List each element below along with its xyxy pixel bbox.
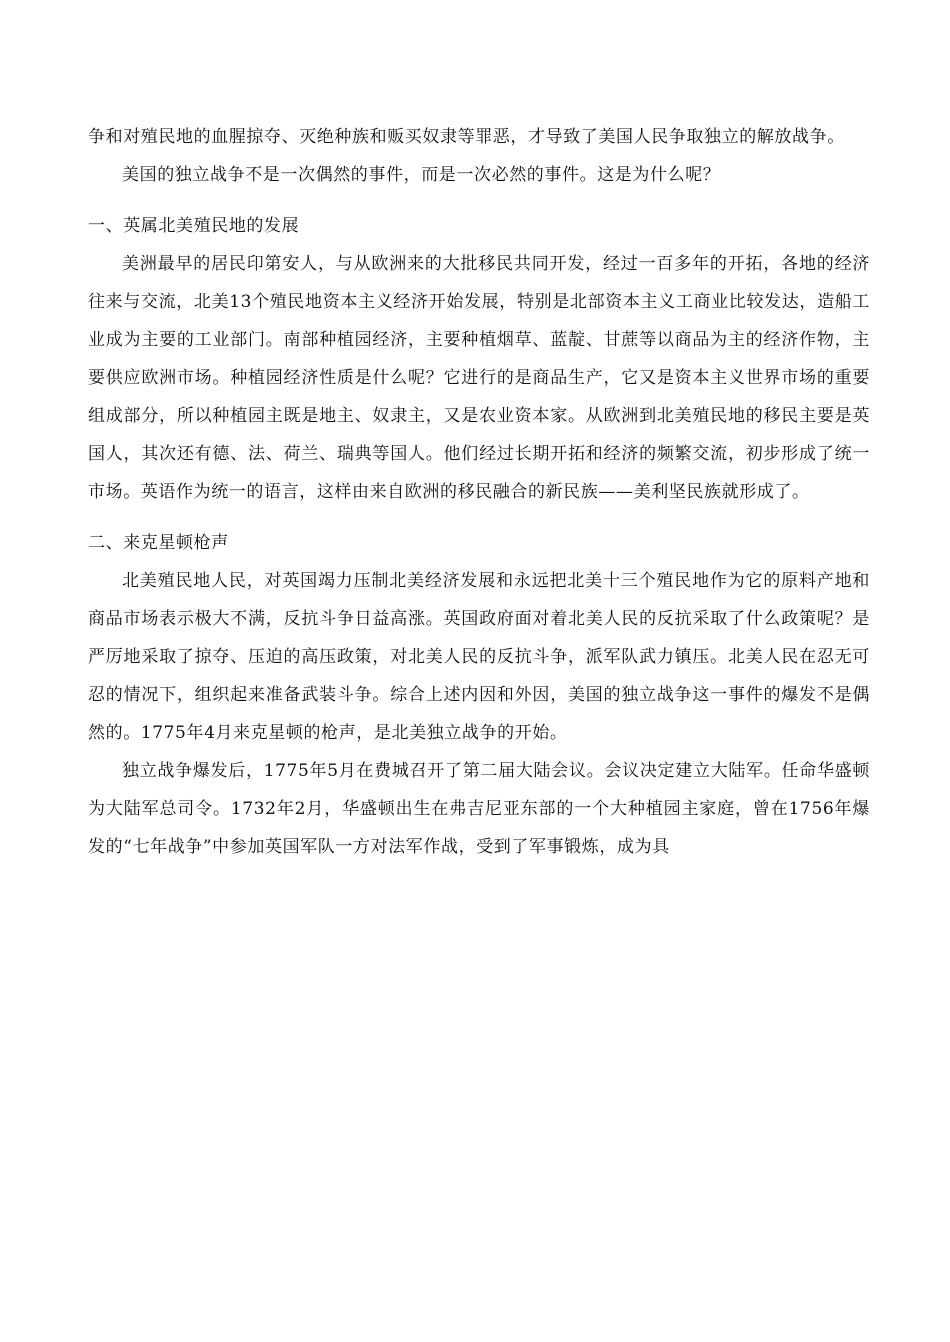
section-heading-2: 二、来克星顿枪声 <box>88 533 229 553</box>
section-heading-1: 一、英属北美殖民地的发展 <box>88 216 300 236</box>
document-page <box>88 118 870 866</box>
paragraph-continuation: 争和对殖民地的血腥掠夺、灭绝种族和贩买奴隶等罪恶，才导致了美国人民争取独立的解放战争。 <box>88 127 845 147</box>
paragraph-continental-congress: 独立战争爆发后，1775年5月在费城召开了第二届大陆会议。会议决定建立大陆军。任命华盛顿为大陆军总司令。1732年2月，华盛顿出生在弗吉尼亚东部的一个大种植园主家庭，曾在1756年爆发的“七年战争”中参加英国军队一方对法军作战，受到了军事锻炼，成为具 <box>88 761 870 857</box>
paragraph-colonial-development: 美洲最早的居民印第安人，与从欧洲来的大批移民共同开发，经过一百多年的开拓，各地的经济往来与交流，北美13个殖民地资本主义经济开始发展，特别是北部资本主义工商业比较发达，造船工业成为主要的工业部门。南部种植园经济，主要种植烟草、蓝靛、甘蔗等以商品为主的经济作物，主要供应欧洲市场。种植园经济性质是什么呢？它进行的是商品生产，它又是资本主义世界市场的重要组成部分，所以种植园主既是地主、奴隶主，又是农业资本家。从欧洲到北美殖民地的移民主要是英国人，其次还有德、法、荷兰、瑞典等国人。他们经过长期开拓和经济的频繁交流，初步形成了统一市场。英语作为统一的语言，这样由来自欧洲的移民融合的新民族——美利坚民族就形成了。 <box>88 254 870 502</box>
paragraph-lexington: 北美殖民地人民，对英国竭力压制北美经济发展和永远把北美十三个殖民地作为它的原料产地和商品市场表示极大不满，反抗斗争日益高涨。英国政府面对着北美人民的反抗采取了什么政策呢？是严厉地采取了掠夺、压迫的高压政策，对北美人民的反抗斗争，派军队武力镇压。北美人民在忍无可忍的情况下，组织起来准备武装斗争。综合上述内因和外因，美国的独立战争这一事件的爆发不是偶然的。1775年4月来克星顿的枪声，是北美独立战争的开始。 <box>88 571 870 743</box>
paragraph-intro-question: 美国的独立战争不是一次偶然的事件，而是一次必然的事件。这是为什么呢？ <box>122 165 721 185</box>
